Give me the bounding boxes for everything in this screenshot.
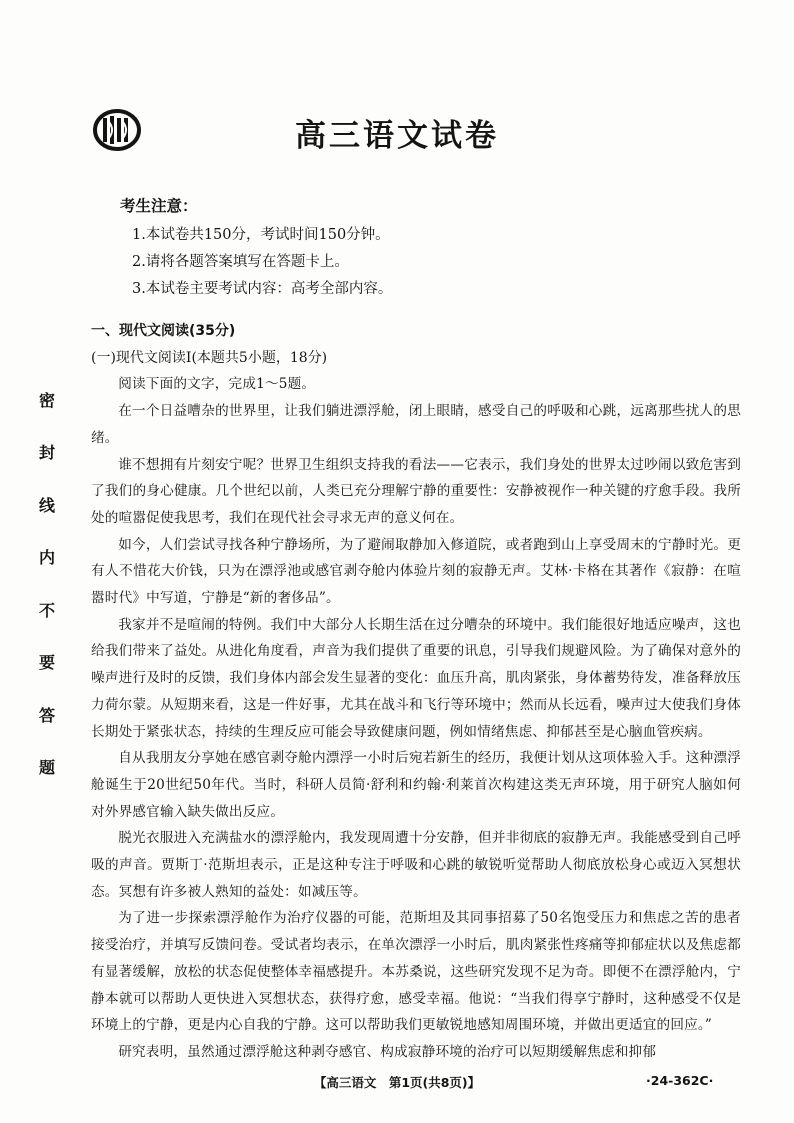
reading-section — [91, 318, 741, 1066]
section-heading: 一、现代文阅读(35分) — [91, 323, 236, 339]
seal-char: 内 — [38, 548, 55, 568]
notice-heading: 考生注意： — [120, 197, 198, 215]
footer-code: ·24-362C· — [646, 1073, 714, 1088]
seal-char: 封 — [38, 443, 55, 463]
paragraph: 如今，人们尝试寻找各种宁静场所，为了避闹取静加入修道院，或者跑到山上享受周末的宁静时光。更有人不惜花大价钱，只为在漂浮池或感官剥夺舱内体验片刻的寂静无声。艾林·卡格在其著作《寂静：在喧嚣时代》中写道，宁静是“新的奢侈品”。 — [91, 536, 741, 607]
seal-line-text — [36, 388, 58, 778]
page-footer — [0, 1073, 794, 1093]
paragraph: 在一个日益嘈杂的世界里，让我们躺进漂浮舱，闭上眼睛，感受自己的呼吸和心跳，远离那些扰人的思绪。 — [91, 403, 741, 446]
instruction: 阅读下面的文字，完成1～5题。 — [118, 376, 316, 393]
footer-page-info: 【高三语文 第1页(共8页)】 — [313, 1075, 481, 1090]
paragraph: 自从我朋友分享她在感官剥夺舱内漂浮一小时后宛若新生的经历，我便计划从这项体验入手。这种漂浮舱诞生于20世纪50年代。当时，科研人员简·舒利和约翰·利莱首次构建这类无声环境，用于研究人脑如何对外界感官输入缺失做出反应。 — [91, 750, 741, 820]
seal-char: 密 — [38, 391, 55, 410]
notice-item: 3.本试卷主要考试内容：高考全部内容。 — [132, 281, 393, 297]
seal-char: 不 — [38, 600, 55, 620]
paragraph: 脱光衣服进入充满盐水的漂浮舱内，我发现周遭十分安静，但并非彻底的寂静无声。我能感受到自己呼吸的声音。贾斯丁·范斯坦表示，正是这种专注于呼吸和心跳的敏锐听觉帮助人彻底放松身心或迈入冥想状态。冥想有许多被人熟知的益处：如减压等。 — [91, 830, 741, 900]
paragraph: 谁不想拥有片刻安宁呢？世界卫生组织支持我的看法——它表示，我们身处的世界太过吵闹以致危害到了我们的身心健康。几个世纪以前，人类已充分理解宁静的重要性：安静被视作一种关键的疗愈手段。我所处的喧嚣促使我思考，我们在现代社会寻求无声的意义何在。 — [91, 456, 741, 526]
seal-char: 答 — [38, 705, 55, 725]
paragraph: 为了进一步探索漂浮舱作为治疗仪器的可能，范斯坦及其同事招募了50名饱受压力和焦虑之苦的患者接受治疗，并填写反馈问卷。受试者均表示，在单次漂浮一小时后，肌肉紧张性疼痛等抑郁症状以及焦虑都有显著缓解，放松的状态促使整体幸福感提升。本苏桑说，这些研究发现不足为奇。即便不在漂浮舱内，宁静本就可以帮助人更快进入冥想状态，获得疗愈，感受幸福。他说：“当我们得享宁静时，这种感受不仅是环境上的宁静，更是内心自我的宁静。这可以帮助我们更敏锐地感知周围环境，并做出更适宜的回应。” — [91, 910, 741, 1034]
paragraph: 我家并不是喧闹的特例。我们中大部分人长期生活在过分嘈杂的环境中。我们能很好地适应噪声，这也给我们带来了益处。从进化角度看，声音为我们提供了重要的讯息，引导我们规避风险。为了确保对意外的噪声进行及时的反馈，我们身体内部会发生显著的变化：血压升高，肌肉紧张，身体蓄势待发，准备释放压力荷尔蒙。从短期来看，这是一件好事，尤其在战斗和飞行等环境中；然而从长远看，噪声过大使我们身体长期处于紧张状态，持续的生理反应可能会导致健康问题，例如情绪焦虑、抑郁甚至是心脑血管疾病。 — [91, 616, 741, 740]
notice-item: 1.本试卷共150分，考试时间150分钟。 — [132, 227, 390, 243]
notice-item: 2.请将各题答案填写在答题卡上。 — [132, 254, 349, 270]
subsection-heading: (一)现代文阅读Ⅰ(本题共5小题，18分) — [91, 349, 328, 366]
paragraph: 研究表明，虽然通过漂浮舱这种剥夺感官、构成寂静环境的治疗可以短期缓解焦虑和抑郁 — [118, 1043, 657, 1060]
page-title: 高三语文试卷 — [295, 118, 499, 154]
seal-char: 要 — [38, 653, 55, 673]
notice-box — [120, 194, 392, 303]
seal-char: 题 — [38, 757, 55, 777]
seal-char: 线 — [38, 495, 55, 515]
